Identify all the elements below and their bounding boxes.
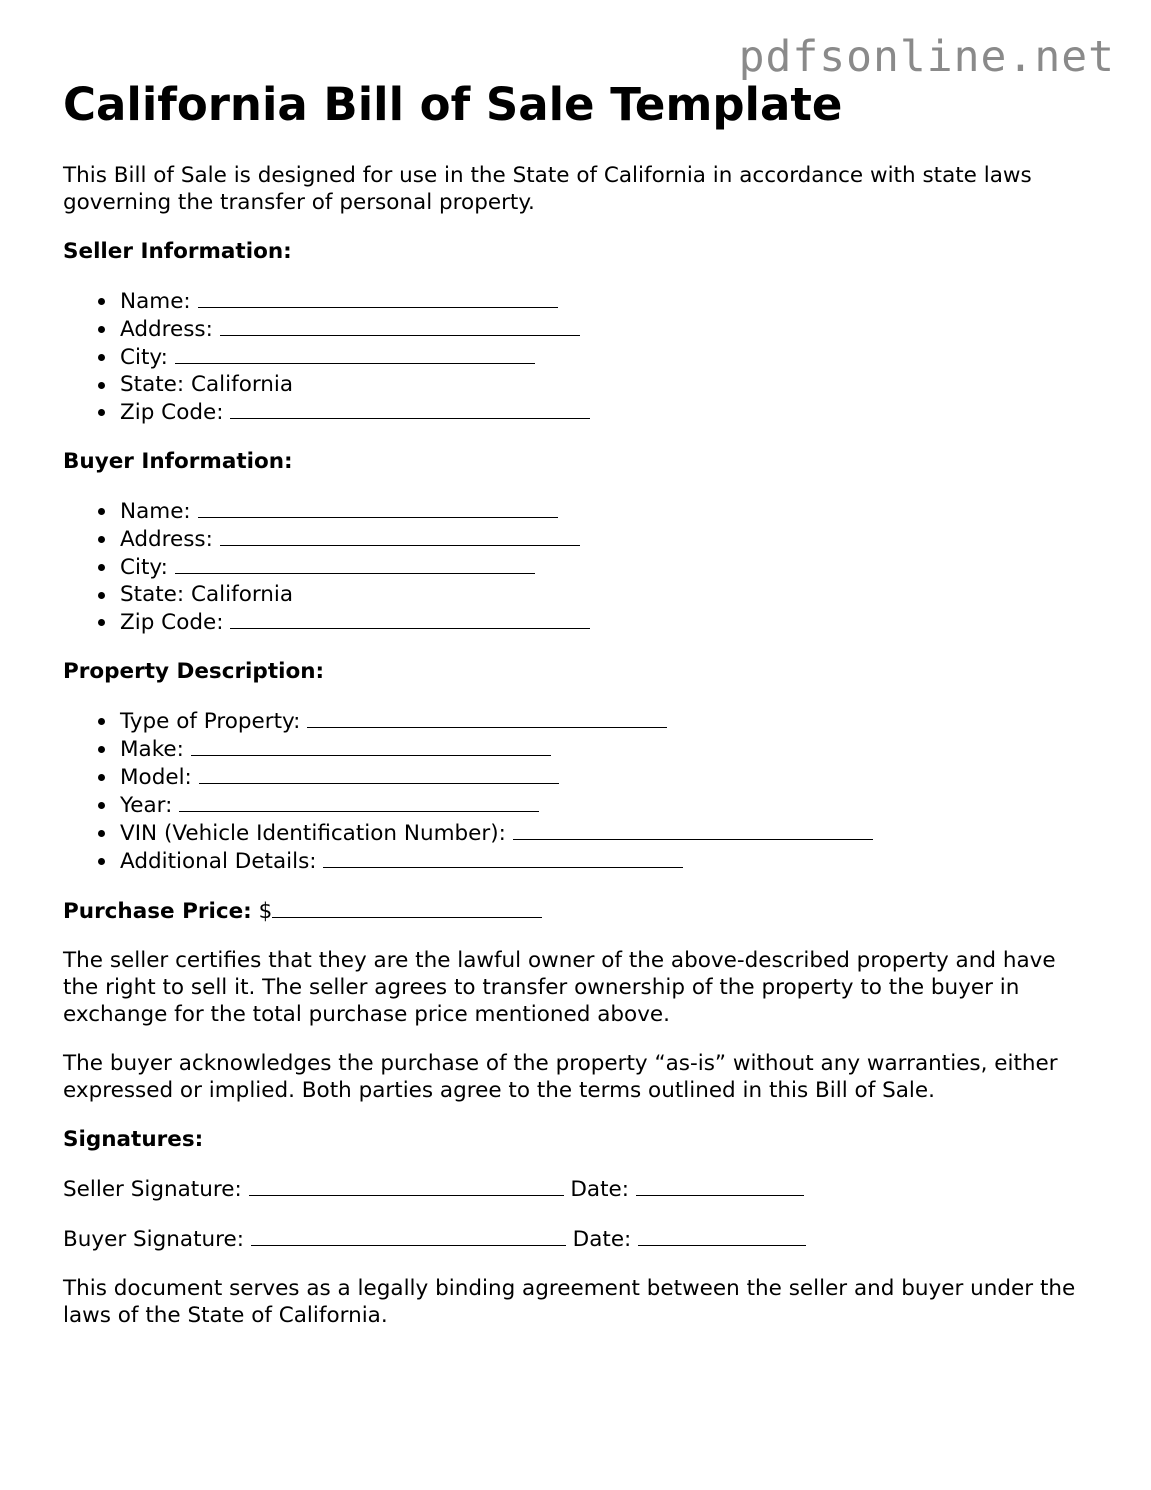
seller-signature-label: Seller Signature: — [63, 1176, 242, 1202]
list-item — [120, 735, 1093, 763]
document-page — [63, 80, 1093, 1351]
seller-info-list — [63, 287, 1093, 426]
list-item — [120, 791, 1093, 819]
seller-signature-line — [63, 1175, 1093, 1203]
buyer-city-field[interactable] — [175, 553, 535, 574]
seller-zip-field[interactable] — [230, 398, 590, 419]
buyer-date-field[interactable] — [638, 1225, 806, 1246]
seller-name-label: Name: — [120, 288, 191, 314]
list-item — [120, 497, 1093, 525]
buyer-heading: Buyer Information: — [63, 448, 293, 474]
property-model-field[interactable] — [199, 763, 559, 784]
buyer-name-label: Name: — [120, 498, 191, 524]
purchase-price-field[interactable] — [272, 897, 542, 918]
certification-paragraph: The seller certifies that they are the lawful owner of the above-described property and have the right to sell it. The seller agrees to transfer ownership of the property to the buyer in exchange for the total purchase price mentioned above. — [63, 947, 1056, 1027]
buyer-zip-label: Zip Code: — [120, 609, 224, 635]
list-item — [120, 315, 1093, 343]
property-year-label: Year: — [120, 792, 173, 818]
list-item — [120, 553, 1093, 581]
property-vin-label: VIN (Vehicle Identification Number): — [120, 820, 506, 846]
list-item — [120, 287, 1093, 315]
property-vin-field[interactable] — [513, 819, 873, 840]
list-item — [120, 343, 1093, 371]
buyer-address-field[interactable] — [220, 525, 580, 546]
property-details-field[interactable] — [323, 847, 683, 868]
signatures-heading: Signatures: — [63, 1126, 204, 1152]
property-type-label: Type of Property: — [120, 708, 301, 734]
seller-heading: Seller Information: — [63, 238, 292, 264]
property-heading: Property Description: — [63, 658, 325, 684]
buyer-signature-line — [63, 1225, 1093, 1253]
watermark: pdfsonline.net — [738, 32, 1115, 82]
buyer-name-field[interactable] — [198, 497, 558, 518]
list-item — [120, 581, 1093, 608]
currency-symbol: $ — [258, 898, 273, 924]
buyer-zip-field[interactable] — [230, 608, 590, 629]
list-item — [120, 707, 1093, 735]
property-make-field[interactable] — [191, 735, 551, 756]
seller-city-field[interactable] — [175, 343, 535, 364]
purchase-price-line — [63, 897, 1093, 925]
seller-state-label: State: California — [120, 371, 294, 397]
seller-date-field[interactable] — [636, 1175, 804, 1196]
seller-address-field[interactable] — [220, 315, 580, 336]
list-item — [120, 525, 1093, 553]
closing-paragraph: This document serves as a legally binding agreement between the seller and buyer under the laws of the State of California. — [63, 1275, 1076, 1328]
seller-date-label: Date: — [570, 1176, 630, 1202]
seller-zip-label: Zip Code: — [120, 399, 224, 425]
buyer-city-label: City: — [120, 554, 168, 580]
property-year-field[interactable] — [179, 791, 539, 812]
buyer-signature-label: Buyer Signature: — [63, 1226, 244, 1252]
page-title: California Bill of Sale Template — [63, 78, 843, 131]
list-item — [120, 398, 1093, 426]
seller-signature-field[interactable] — [249, 1175, 564, 1196]
seller-city-label: City: — [120, 344, 168, 370]
buyer-date-label: Date: — [572, 1226, 632, 1252]
buyer-signature-field[interactable] — [251, 1225, 566, 1246]
intro-paragraph: This Bill of Sale is designed for use in the State of California in accordance with state laws governing the transfer of personal property. — [63, 162, 1032, 215]
property-info-list — [63, 707, 1093, 875]
property-make-label: Make: — [120, 736, 184, 762]
property-model-label: Model: — [120, 764, 192, 790]
acknowledgement-paragraph: The buyer acknowledges the purchase of the property “as-is” without any warranties, either expressed or implied. Both parties agree to the terms outlined in this Bill of Sale. — [63, 1050, 1058, 1103]
property-details-label: Additional Details: — [120, 848, 317, 874]
buyer-state-label: State: California — [120, 581, 294, 607]
list-item — [120, 371, 1093, 398]
list-item — [120, 819, 1093, 847]
property-type-field[interactable] — [307, 707, 667, 728]
seller-name-field[interactable] — [198, 287, 558, 308]
list-item — [120, 763, 1093, 791]
buyer-address-label: Address: — [120, 526, 213, 552]
list-item — [120, 847, 1093, 875]
list-item — [120, 608, 1093, 636]
buyer-info-list — [63, 497, 1093, 636]
purchase-price-label: Purchase Price: — [63, 898, 252, 924]
seller-address-label: Address: — [120, 316, 213, 342]
